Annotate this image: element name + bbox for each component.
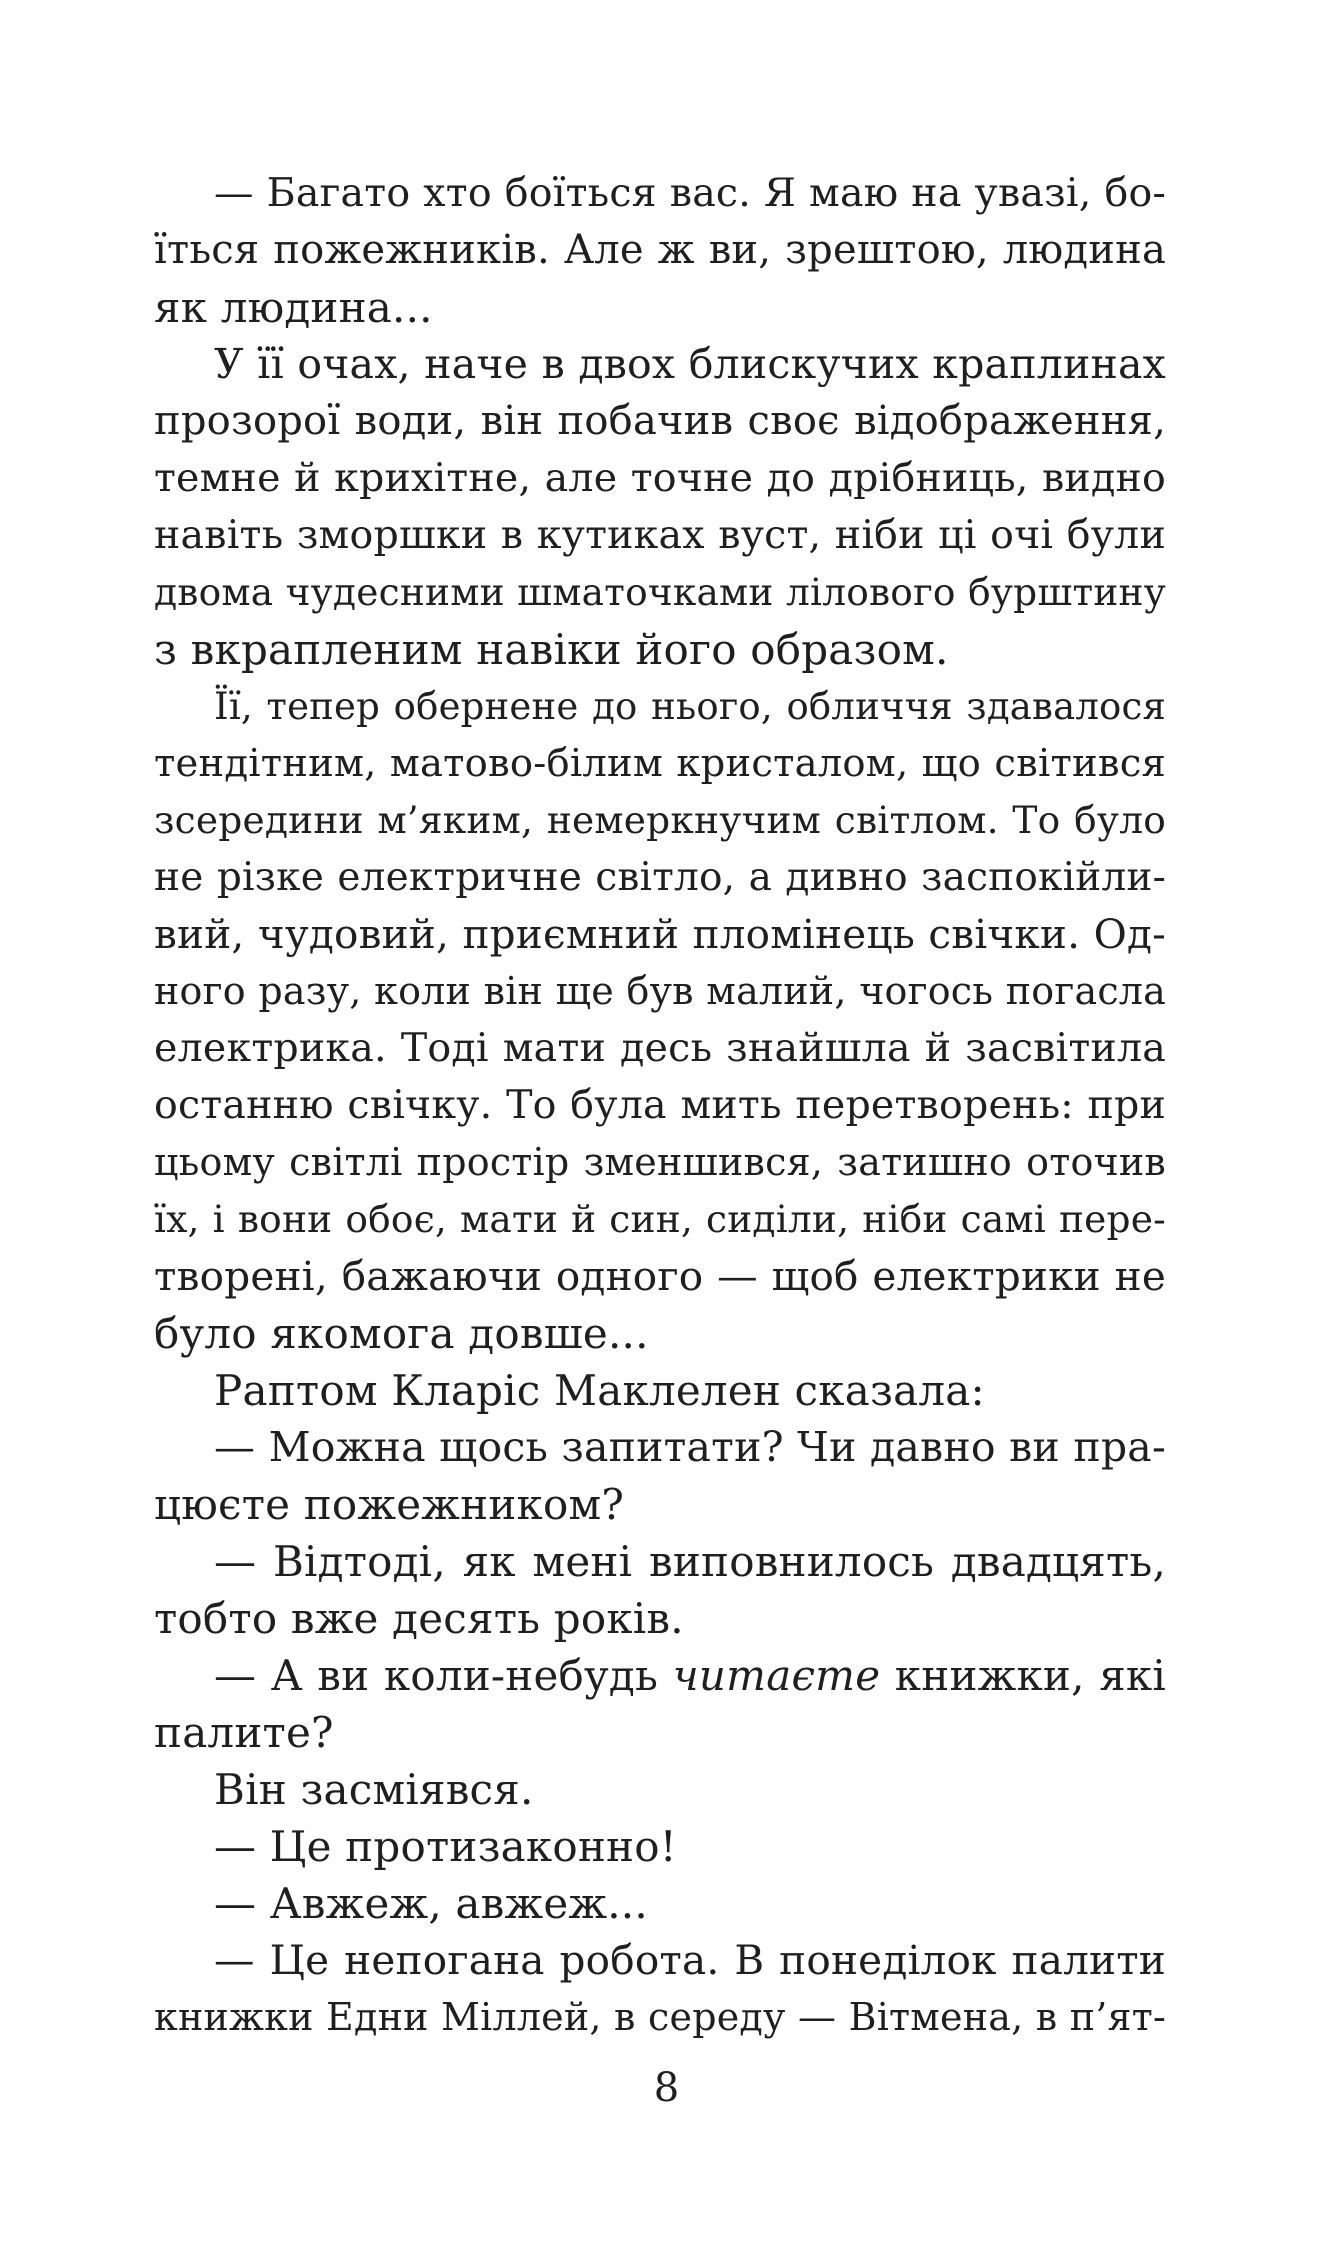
text-line: — Це непогана робота. В понеділок палити bbox=[214, 1936, 1166, 1984]
paragraph bbox=[154, 1932, 1166, 2046]
text-line: цюєте пожежником? bbox=[154, 1480, 625, 1529]
book-page-text bbox=[154, 165, 1166, 2046]
text-line: як людина... bbox=[154, 283, 433, 332]
paragraph bbox=[154, 1761, 1166, 1818]
text-line: електрика. Тоді мати десь знайшла й засвітила bbox=[154, 1025, 1166, 1071]
text-line bbox=[154, 1647, 1166, 1704]
paragraph bbox=[154, 1875, 1166, 1932]
page-number: 8 bbox=[653, 2065, 680, 2111]
text-line: було якомога довше... bbox=[154, 1309, 649, 1358]
text-line: — Можна щось запитати? Чи давно ви пра- bbox=[214, 1423, 1166, 1471]
text-segment: — А ви коли-небудь bbox=[214, 1651, 673, 1700]
text-line: останню свічку. То була мить перетворень: при bbox=[154, 1082, 1166, 1128]
paragraph bbox=[154, 1818, 1166, 1875]
text-line: палите? bbox=[154, 1708, 334, 1757]
text-line: темне й крихітне, але точне до дрібниць, видно bbox=[154, 455, 1166, 501]
paragraph bbox=[154, 336, 1166, 678]
text-line: з вкрапленим навіки його образом. bbox=[154, 625, 949, 674]
text-line: Він засміявся. bbox=[214, 1765, 534, 1814]
text-line: — Авжеж, авжеж... bbox=[214, 1879, 648, 1928]
paragraph bbox=[154, 1362, 1166, 1419]
paragraph bbox=[154, 1419, 1166, 1533]
text-line: навіть зморшки в кутиках вуст, ніби ці очі були bbox=[154, 512, 1166, 558]
text-line: творені, бажаючи одного — щоб електрики не bbox=[154, 1252, 1166, 1300]
text-line: їться пожежників. Але ж ви, зрештою, людина bbox=[154, 227, 1166, 273]
text-line: їх, і вони обоє, мати й син, сиділи, ніби самі пере- bbox=[154, 1197, 1166, 1241]
text-line: тобто вже десять років. bbox=[154, 1594, 684, 1643]
text-line: Раптом Кларіс Маклелен сказала: bbox=[214, 1366, 985, 1415]
text-line: — Відтоді, як мені виповнилось двадцять, bbox=[214, 1537, 1166, 1586]
text-line: прозорої води, він побачив своє відображення, bbox=[154, 398, 1166, 444]
text-line: двома чудесними шматочками лілового бурштину bbox=[154, 570, 1166, 614]
text-line: Її, тепер обернене до нього, обличчя здавалося bbox=[214, 685, 1166, 728]
text-line: зсередини м’яким, немеркнучим світлом. То було bbox=[154, 798, 1166, 842]
text-line: — Багато хто боїться вас. Я маю на увазі, бо- bbox=[214, 170, 1166, 216]
text-line: У її очах, наче в двох блискучих краплинах bbox=[214, 340, 1166, 388]
paragraph bbox=[154, 678, 1166, 1362]
italic-emphasis: читаєте bbox=[672, 1651, 881, 1700]
paragraph bbox=[154, 165, 1166, 336]
text-line: вий, чудовий, приємний пломінець свічки. Од- bbox=[154, 910, 1166, 958]
text-line: ного разу, коли він ще був малий, чогось погасла bbox=[154, 969, 1166, 1013]
text-line: тендітним, матово-білим кристалом, що світився bbox=[154, 741, 1166, 786]
text-segment: книжки, які bbox=[880, 1651, 1167, 1700]
paragraph bbox=[154, 1647, 1166, 1761]
text-line: не різке електричне світло, а дивно заспокійли- bbox=[154, 855, 1166, 900]
text-line: книжки Едни Міллей, в середу — Вітмена, в п’ят- bbox=[154, 1995, 1166, 2039]
text-line: — Це протизаконно! bbox=[214, 1822, 677, 1871]
text-line: цьому світлі простір зменшився, затишно оточив bbox=[154, 1140, 1166, 1184]
paragraph bbox=[154, 1533, 1166, 1647]
